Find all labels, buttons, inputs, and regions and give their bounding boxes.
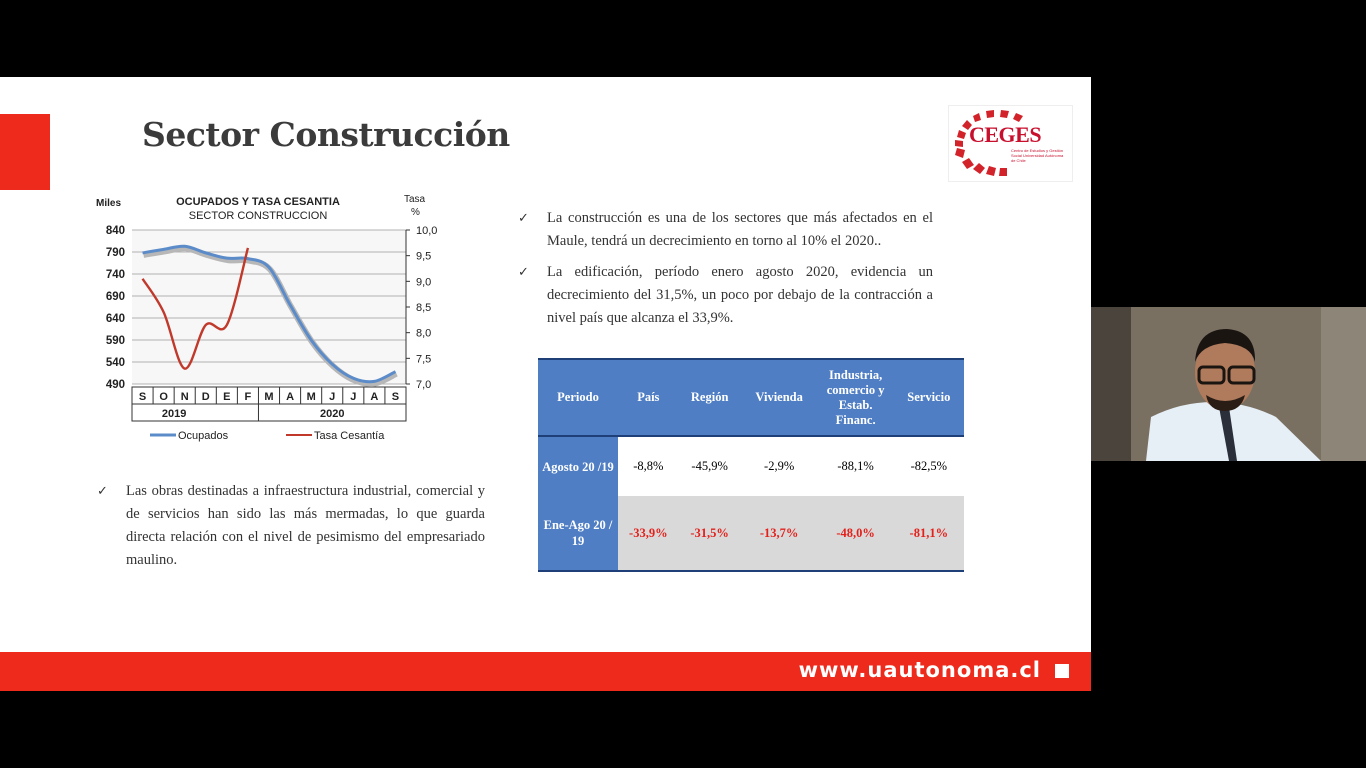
row-label: Agosto 20 /19 — [538, 436, 618, 496]
table-cell: -13,7% — [741, 496, 818, 571]
right-axis-unit-percent: % — [411, 207, 420, 218]
x-tick-label: S — [391, 391, 400, 403]
table-header: País — [618, 359, 679, 436]
bullet-list-right — [518, 207, 933, 338]
employment-chart — [88, 189, 448, 449]
logo-subtitle: Centro de Estudios y Gestión Social Universidad Autónoma de Chile — [1011, 148, 1064, 163]
y-tick-label-right: 9,5 — [416, 250, 432, 263]
y-tick-label-left: 590 — [105, 335, 125, 347]
footer-url: www.uautonoma.cl — [798, 658, 1041, 682]
y-tick-label-left: 490 — [105, 379, 125, 391]
x-tick-label: O — [159, 391, 168, 403]
table-cell: -48,0% — [818, 496, 894, 571]
x-tick-label: D — [201, 391, 210, 403]
table-header: Industria, comercio y Estab. Financ. — [818, 359, 894, 436]
x-tick-label: E — [223, 391, 231, 403]
year-label-2019: 2019 — [161, 408, 187, 420]
table-header-row — [538, 359, 964, 436]
chart-title: OCUPADOS Y TASA CESANTIA — [176, 196, 340, 208]
y-tick-label-left: 540 — [105, 357, 125, 369]
left-axis-unit: Miles — [96, 198, 122, 209]
table-header: Vivienda — [741, 359, 818, 436]
table-cell: -33,9% — [618, 496, 679, 571]
legend-label-ocupados: Ocupados — [178, 430, 229, 442]
row-label: Ene-Ago 20 / 19 — [538, 496, 618, 571]
y-tick-label-left: 690 — [105, 291, 125, 303]
bullet-text: Las obras destinadas a infraestructura industrial, comercial y de servicios han sido las más mermadas, lo que guarda directa relación con el nivel de pesimismo del empresariado maulino. — [126, 483, 485, 568]
right-axis-unit: Tasa — [404, 194, 426, 205]
webcam-video[interactable] — [1091, 307, 1366, 461]
check-icon: ✓ — [518, 265, 529, 280]
table-header: Periodo — [538, 359, 618, 436]
bullet-item — [518, 207, 933, 253]
year-label-2020: 2020 — [319, 408, 345, 420]
bullet-item — [518, 261, 933, 330]
x-tick-label: A — [286, 391, 295, 403]
x-tick-label: F — [244, 391, 252, 403]
slide — [0, 77, 1091, 691]
table-cell: -45,9% — [691, 459, 728, 473]
y-tick-label-right: 10,0 — [416, 225, 438, 237]
check-icon: ✓ — [518, 211, 529, 226]
chart-svg — [88, 189, 448, 449]
x-tick-label: M — [306, 391, 316, 403]
bullet-list-left — [97, 480, 485, 580]
footer-bar — [0, 652, 1091, 691]
chart-subtitle: SECTOR CONSTRUCCION — [188, 210, 328, 222]
x-tick-label: S — [138, 391, 147, 403]
construction-table — [538, 358, 964, 572]
table-cell: -81,1% — [894, 496, 964, 571]
table-header: Servicio — [894, 359, 964, 436]
table-header: Región — [679, 359, 741, 436]
x-tick-label: N — [180, 391, 189, 403]
x-tick-label: J — [329, 391, 336, 403]
y-tick-label-left: 640 — [105, 313, 125, 325]
logo-text: CEGES — [969, 122, 1042, 147]
y-tick-label-right: 8,5 — [416, 302, 432, 314]
y-tick-label-right: 7,5 — [416, 353, 432, 366]
x-tick-label: A — [370, 391, 379, 403]
table-cell: -82,5% — [910, 459, 948, 473]
x-tick-label: J — [350, 391, 357, 403]
bullet-text: La edificación, período enero agosto 2020, evidencia un decrecimiento del 31,5%, un poco por debajo de la contracción a nivel país que alcanza el 33,9%. — [547, 264, 933, 326]
plot-area — [132, 230, 406, 384]
table-cell: -8,8% — [633, 459, 664, 473]
y-tick-label-left: 790 — [105, 247, 125, 259]
y-tick-label-right: 8,0 — [416, 327, 432, 340]
ceges-logo — [948, 105, 1073, 182]
presenter-figure — [1091, 307, 1366, 461]
table-row — [538, 496, 964, 571]
red-accent-block — [0, 114, 50, 190]
table-cell: -31,5% — [679, 496, 741, 571]
table-row — [538, 436, 964, 496]
y-tick-label-left: 740 — [105, 269, 125, 281]
check-icon: ✓ — [97, 484, 108, 499]
table-cell: -88,1% — [837, 459, 874, 473]
table-cell: -2,9% — [764, 459, 795, 473]
square-icon — [1055, 664, 1069, 678]
bullet-text: La construcción es una de los sectores que más afectados en el Maule, tendrá un decrecimiento en torno al 10% el 2020.. — [547, 210, 933, 249]
bullet-item — [97, 480, 485, 572]
slide-title: Sector Construcción — [142, 115, 510, 154]
y-tick-label-left: 840 — [105, 225, 125, 237]
x-tick-label: M — [264, 391, 274, 403]
y-tick-label-right: 7,0 — [416, 379, 432, 391]
y-tick-label-right: 9,0 — [416, 276, 432, 289]
legend-label-tasa: Tasa Cesantía — [314, 430, 385, 442]
